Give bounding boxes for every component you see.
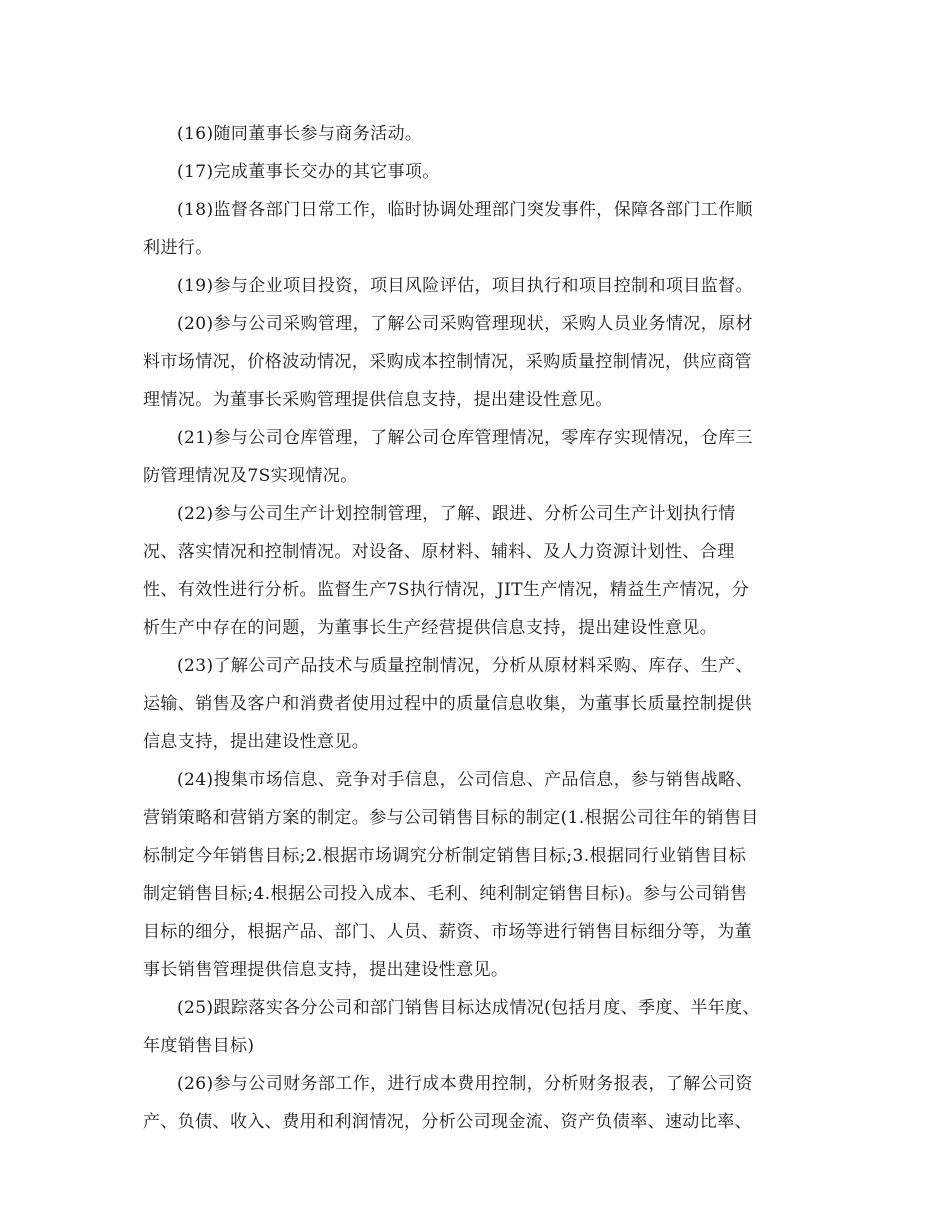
item-22-line-3: 性、有效性进行分析。监督生产7S执行情况，JIT生产情况，精益生产情况，分 — [143, 580, 750, 600]
item-24-line-6: 事长销售管理提供信息支持，提出建设性意见。 — [143, 960, 509, 980]
item-24-line-1: (24)搜集市场信息、竞争对手信息，公司信息、产品信息，参与销售战略、 — [177, 770, 753, 790]
item-24-line-2: 营销策略和营销方案的制定。参与公司销售目标的制定(1.根据公司往年的销售目 — [143, 808, 759, 828]
item-26-line-2: 产、负债、收入、费用和利润情况，分析公司现金流、资产负债率、速动比率、 — [143, 1112, 752, 1132]
item-22-line-4: 析生产中存在的问题，为董事长生产经营提供信息支持，提出建设性意见。 — [143, 618, 718, 638]
item-25-line-1: (25)跟踪落实各分公司和部门销售目标达成情况(包括月度、季度、半年度、 — [177, 998, 760, 1018]
item-25-line-2: 年度销售目标) — [143, 1036, 255, 1056]
item-21-line-2: 防管理情况及7S实现情况。 — [143, 466, 358, 486]
item-24-line-5: 目标的细分，根据产品、部门、人员、薪资、市场等进行销售目标细分等，为董 — [143, 922, 752, 942]
item-18-line-2: 利进行。 — [143, 238, 213, 258]
item-17-line-1: (17)完成董事长交办的其它事项。 — [177, 162, 440, 182]
item-23-line-1: (23)了解公司产品技术与质量控制情况，分析从原材料采购、库存、生产、 — [177, 656, 753, 676]
item-20-line-2: 料市场情况，价格波动情况，采购成本控制情况，采购质量控制情况，供应商管 — [143, 352, 752, 372]
item-23-line-3: 信息支持，提出建设性意见。 — [143, 732, 370, 752]
item-26-line-1: (26)参与公司财务部工作，进行成本费用控制，分析财务报表，了解公司资 — [177, 1074, 753, 1094]
item-18-line-1: (18)监督各部门日常工作，临时协调处理部门突发事件，保障各部门工作顺 — [177, 200, 753, 220]
item-21-line-1: (21)参与公司仓库管理，了解公司仓库管理情况，零库存实现情况，仓库三 — [177, 428, 753, 448]
item-16-line-1: (16)随同董事长参与商务活动。 — [177, 124, 423, 144]
item-20-line-3: 理情况。为董事长采购管理提供信息支持，提出建设性意见。 — [143, 390, 613, 410]
item-22-line-2: 况、落实情况和控制情况。对设备、原材料、辅料、及人力资源计划性、合理 — [143, 542, 735, 562]
item-23-line-2: 运输、销售及客户和消费者使用过程中的质量信息收集，为董事长质量控制提供 — [143, 694, 752, 714]
item-19-line-1: (19)参与企业项目投资，项目风险评估，项目执行和项目控制和项目监督。 — [177, 276, 753, 296]
document-body — [143, 115, 805, 1141]
item-24-line-3: 标制定今年销售目标;2.根据市场调究分析制定销售目标;3.根据同行业销售目标 — [143, 846, 747, 866]
item-20-line-1: (20)参与公司采购管理，了解公司采购管理现状，采购人员业务情况，原材 — [177, 314, 753, 334]
item-22-line-1: (22)参与公司生产计划控制管理，了解、跟进、分析公司生产计划执行情 — [177, 504, 736, 524]
item-24-line-4: 制定销售目标;4.根据公司投入成本、毛利、纯利制定销售目标)。参与公司销售 — [143, 884, 748, 904]
